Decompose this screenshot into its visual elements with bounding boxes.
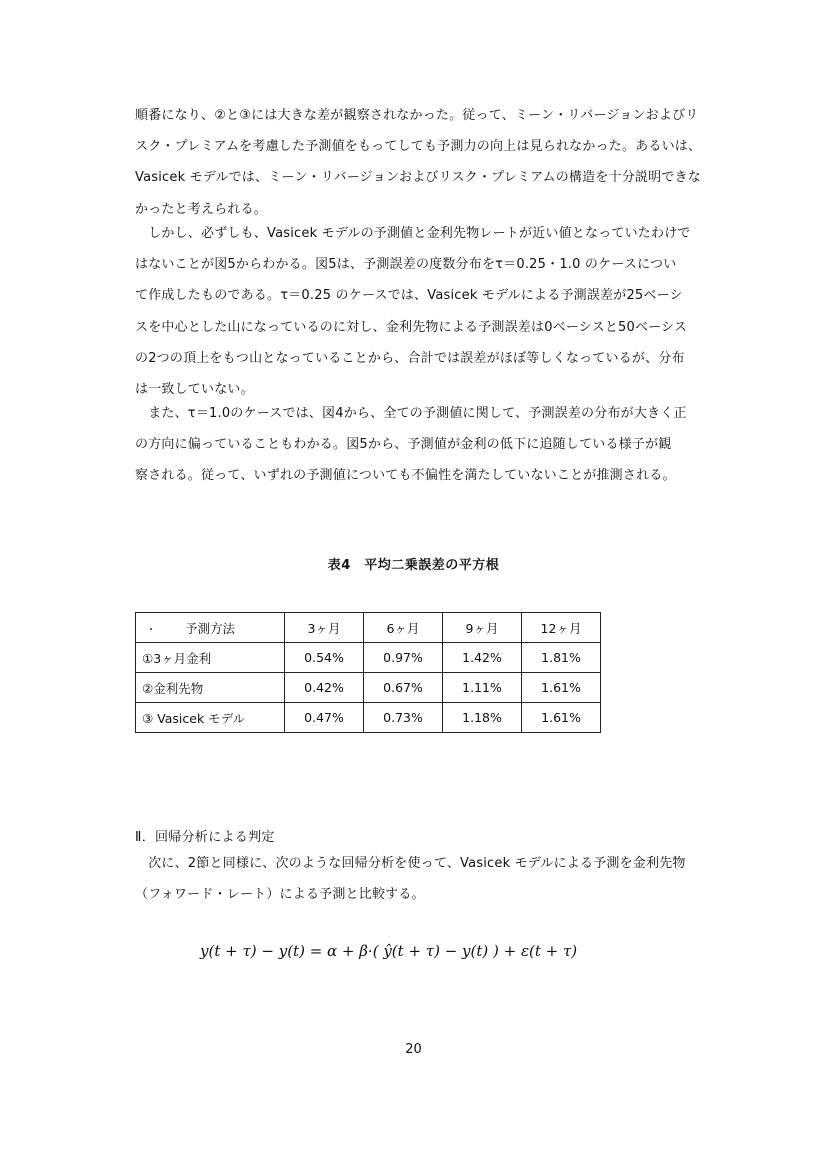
table-header-row bbox=[136, 613, 601, 643]
paragraph-1 bbox=[135, 100, 735, 225]
text-line: て作成したものである。τ＝0.25 のケースでは、Vasicek モデルによる予測誤差が25ベーシ bbox=[135, 288, 683, 304]
corner-mark: ・ bbox=[146, 625, 156, 636]
value-cell: 1.18% bbox=[443, 703, 522, 733]
value-cell: 0.54% bbox=[285, 643, 364, 673]
rmse-table bbox=[135, 612, 601, 733]
value-cell: 1.61% bbox=[522, 703, 601, 733]
table-row bbox=[136, 673, 601, 703]
value-cell: 1.11% bbox=[443, 673, 522, 703]
value-cell: 0.42% bbox=[285, 673, 364, 703]
text-line: しかし、必ずしも、Vasicek モデルの予測値と金利先物レートが近い値となっていたわけで bbox=[135, 226, 691, 241]
text-line: スを中心とした山になっているのに対し、金利先物による予測誤差は0ベーシスと50ベーシス bbox=[135, 319, 688, 335]
text-line: スク・プレミアムを考慮した予測値をもってしても予測力の向上は見られなかった。あるいは、 bbox=[135, 139, 702, 155]
paragraph-4 bbox=[135, 848, 735, 910]
text-line: （フォワード・レート）による予測と比較する。 bbox=[135, 887, 425, 903]
header-method bbox=[136, 613, 285, 643]
header-method-label: 予測方法 bbox=[184, 620, 235, 636]
text-line: の2つの頂上をもつ山となっていることから、合計では誤差がほぼ等しくなっているが、分布 bbox=[135, 350, 685, 366]
regression-equation: y(t + τ) − y(t) = α + β·( ŷ(t + τ) − y(t) ) + ε(t + τ) bbox=[200, 942, 578, 960]
paragraph-2 bbox=[135, 218, 735, 405]
value-cell: 0.67% bbox=[364, 673, 443, 703]
header-3m: 3ヶ月 bbox=[285, 613, 364, 643]
text-line: はないことが図5からわかる。図5は、予測誤差の度数分布をτ＝0.25・1.0 のケースについ bbox=[135, 257, 677, 273]
table-caption: 表4 平均二乗誤差の平方根 bbox=[327, 558, 500, 573]
method-cell: ①3ヶ月金利 bbox=[136, 643, 285, 673]
value-cell: 0.97% bbox=[364, 643, 443, 673]
page-number: 20 bbox=[405, 1042, 422, 1057]
table-row bbox=[136, 703, 601, 733]
paragraph-3 bbox=[135, 398, 735, 492]
method-cell: ②金利先物 bbox=[136, 673, 285, 703]
value-cell: 0.73% bbox=[364, 703, 443, 733]
method-cell: ③ Vasicek モデル bbox=[136, 703, 285, 733]
text-line: かったと考えられる。 bbox=[135, 201, 268, 217]
value-cell: 1.42% bbox=[443, 643, 522, 673]
value-cell: 1.61% bbox=[522, 673, 601, 703]
table-row bbox=[136, 643, 601, 673]
text-line: また、τ＝1.0のケースでは、図4から、全ての予測値に関して、予測誤差の分布が大きく正 bbox=[135, 406, 687, 421]
value-cell: 1.81% bbox=[522, 643, 601, 673]
text-line: Vasicek モデルでは、ミーン・リバージョンおよびリスク・プレミアムの構造を十分説明できな bbox=[135, 170, 701, 186]
header-6m: 6ヶ月 bbox=[364, 613, 443, 643]
section-heading: Ⅱ．回帰分析による判定 bbox=[135, 830, 275, 845]
text-line: は一致していない。 bbox=[135, 381, 254, 397]
text-line: 順番になり、②と③には大きな差が観察されなかった。従って、ミーン・リバージョンおよびリ bbox=[135, 108, 699, 123]
value-cell: 0.47% bbox=[285, 703, 364, 733]
header-12m: 12ヶ月 bbox=[522, 613, 601, 643]
text-line: 察される。従って、いずれの予測値についても不偏性を満たしていないことが推測される。 bbox=[135, 468, 676, 484]
text-line: 次に、2節と同様に、次のような回帰分析を使って、Vasicek モデルによる予測を金利先物 bbox=[135, 856, 686, 871]
header-9m: 9ヶ月 bbox=[443, 613, 522, 643]
text-line: の方向に偏っていることもわかる。図5から、予測値が金利の低下に追随している様子が観 bbox=[135, 437, 672, 453]
